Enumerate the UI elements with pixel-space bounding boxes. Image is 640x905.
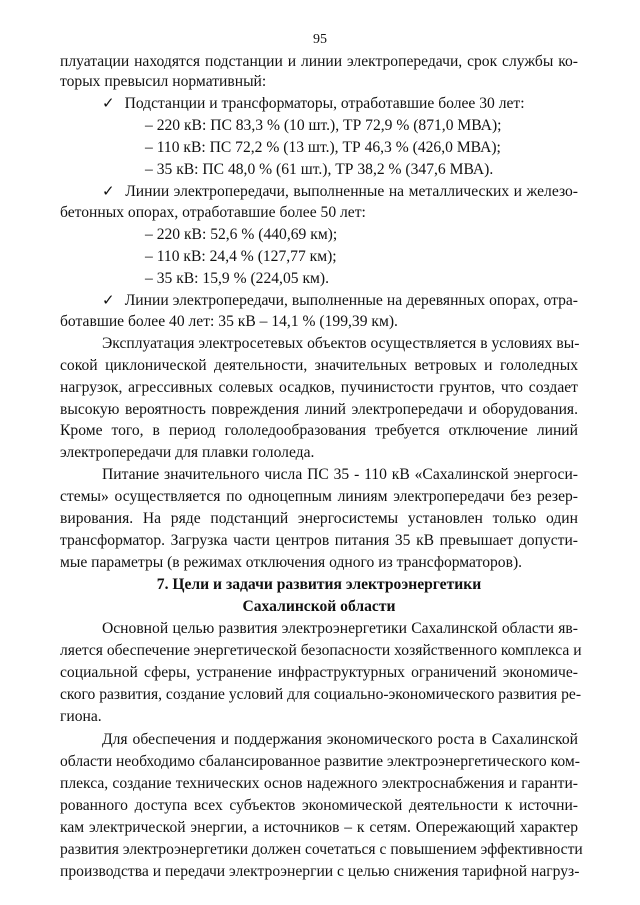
text-line: гиона. [60, 708, 102, 725]
sub-item: – 220 кВ: ПС 83,3 % (10 шт.), ТР 72,9 % (871,0 МВА); [145, 117, 502, 134]
text-line: бетонных опорах, отработавшие более 50 лет: [60, 204, 366, 221]
bullet-text: Линии электропередачи, выполненные на деревянных опорах, отра- [124, 292, 578, 309]
section-heading: Сахалинской области [242, 598, 396, 615]
text-line: плуатации находятся подстанции и линии электропередачи, срок службы ко- [60, 53, 578, 70]
bullet-item [102, 291, 578, 311]
text-line: Кроме того, в период гололедообразования требуется отключение линий [60, 422, 578, 439]
text-line: торых превысил нормативный: [60, 73, 267, 90]
checkmark-icon: ✓ [102, 96, 115, 112]
sub-item: – 110 кВ: 24,4 % (127,77 км); [145, 248, 337, 265]
text-line: ботавшие более 40 лет: 35 кВ – 14,1 % (199,39 км). [60, 313, 398, 330]
text-line: ского развития, создание условий для социально-экономического развития ре- [60, 686, 582, 703]
text-line: ляется обеспечение энергетической безопасности хозяйственного комплекса и [60, 642, 582, 659]
paragraph-first-line: Основной целью развития электроэнергетики Сахалинской области яв- [102, 620, 578, 637]
text-line: сокой циклонической деятельности, значительных ветровых и гололедных [60, 357, 578, 374]
text-line: высокую вероятность повреждения линий электропередачи и оборудования. [60, 401, 578, 418]
text-line: плекса, создание технических основ надежного электроснабжения и гаранти- [60, 775, 578, 792]
text-line: производства и передачи электроэнергии с целью снижения тарифной нагруз- [60, 863, 580, 880]
text-line: социальной сферы, устранение инфраструктурных ограничений экономиче- [60, 664, 578, 681]
paragraph-first-line: Питание значительного числа ПС 35 - 110 кВ «Сахалинской энергоси- [102, 466, 578, 483]
sub-item: – 35 кВ: 15,9 % (224,05 км). [145, 270, 329, 287]
bullet-item [102, 94, 525, 114]
text-line: трансформатор. Загрузка части центров питания 35 кВ превышает допусти- [60, 532, 578, 549]
text-line: рованного доступа всех субъектов экономической деятельности к источни- [60, 797, 578, 814]
paragraph-first-line: Для обеспечения и поддержания экономического роста в Сахалинской [102, 731, 578, 748]
bullet-item [102, 182, 578, 202]
page-number: 95 [313, 32, 327, 47]
text-line: нагрузок, агрессивных солевых осадков, пучинистости грунтов, что создает [60, 379, 578, 396]
checkmark-icon: ✓ [102, 184, 116, 200]
text-line: области необходимо сбалансированное развитие электроэнергетического ком- [60, 753, 580, 770]
sub-item: – 110 кВ: ПС 72,2 % (13 шт.), ТР 46,3 % (426,0 МВА); [145, 139, 501, 156]
bullet-text: Линии электропередачи, выполненные на металлических и железо- [125, 183, 578, 200]
text-line: кам электрической энергии, а источников – к сетям. Опережающий характер [60, 819, 578, 836]
text-line: развития электроэнергетики должен сочетаться с повышением эффективности [60, 841, 583, 858]
text-line: электропередачи для плавки гололеда. [60, 444, 315, 461]
paragraph-first-line: Эксплуатация электросетевых объектов осуществляется в условиях вы- [102, 335, 580, 352]
bullet-text: Подстанции и трансформаторы, отработавшие более 30 лет: [124, 95, 525, 112]
sub-item: – 35 кВ: ПС 48,0 % (61 шт.), ТР 38,2 % (347,6 МВА). [145, 161, 494, 178]
text-line: мые параметры (в режимах отключения одного из трансформаторов). [60, 554, 523, 571]
sub-item: – 220 кВ: 52,6 % (440,69 км); [145, 226, 338, 243]
text-line: вирования. На ряде подстанций энергосистемы установлен только один [60, 510, 578, 527]
checkmark-icon: ✓ [102, 293, 115, 309]
section-heading: 7. Цели и задачи развития электроэнергетики [156, 576, 482, 593]
text-line: стемы» осуществляется по одноцепным линиям электропередачи без резер- [60, 488, 578, 505]
